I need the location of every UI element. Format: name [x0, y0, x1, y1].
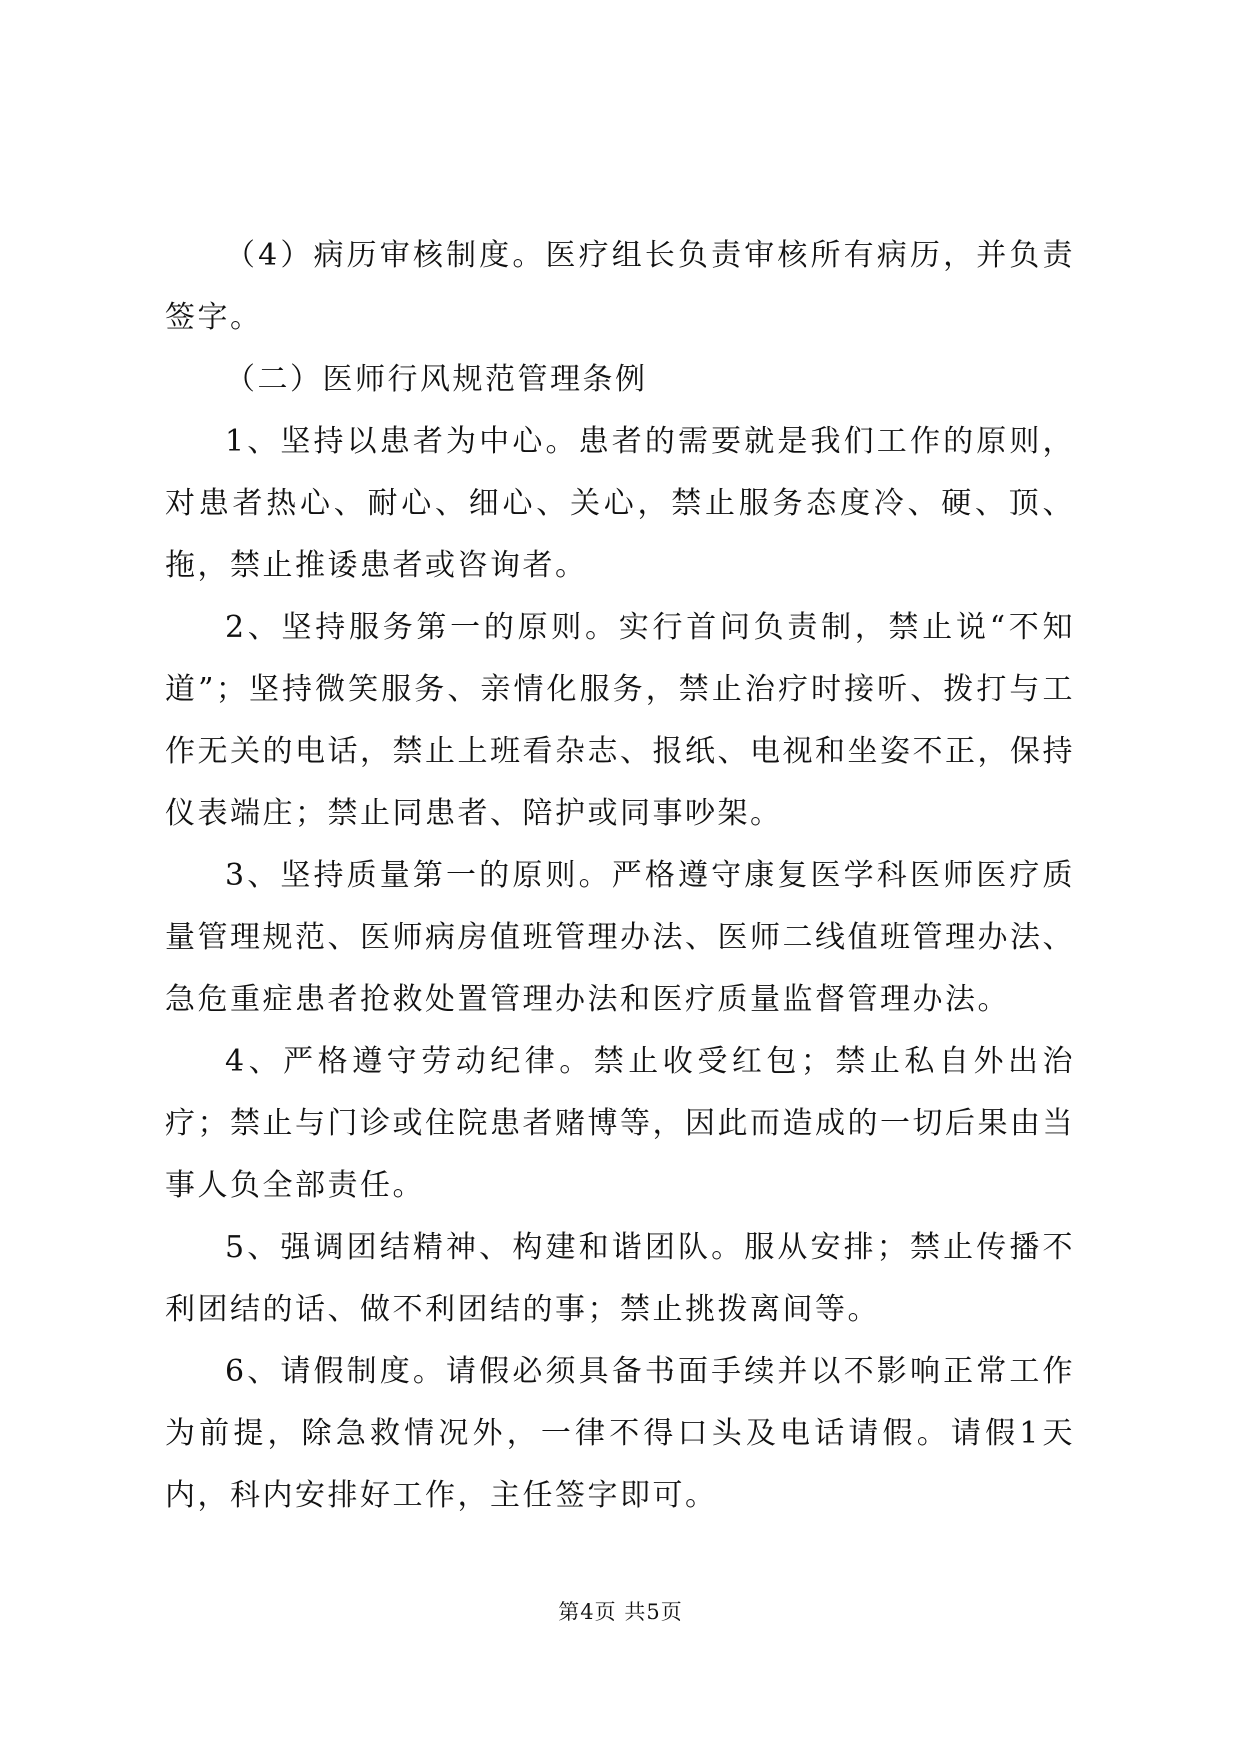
paragraph-rule-6: 6、请假制度。请假必须具备书面手续并以不影响正常工作为前提，除急救情况外，一律不得口头及电话请假。请假1天内，科内安排好工作，主任签字即可。	[165, 1354, 1075, 1513]
paragraph-rule-2: 2、坚持服务第一的原则。实行首问负责制，禁止说“不知道”；坚持微笑服务、亲情化服务，禁止治疗时接听、拨打与工作无关的电话，禁止上班看杂志、报纸、电视和坐姿不正，保持仪表端庄；禁止同患者、陪护或同事吵架。	[165, 610, 1075, 831]
paragraph-rule-1: 1、坚持以患者为中心。患者的需要就是我们工作的原则，对患者热心、耐心、细心、关心，禁止服务态度冷、硬、顶、拖，禁止推诿患者或咨询者。	[165, 424, 1075, 583]
paragraph-rule-4: 4、严格遵守劳动纪律。禁止收受红包；禁止私自外出治疗；禁止与门诊或住院患者赌博等，因此而造成的一切后果由当事人负全部责任。	[165, 1044, 1075, 1203]
paragraph-rule-5: 5、强调团结精神、构建和谐团队。服从安排；禁止传播不利团结的话、做不利团结的事；禁止挑拨离间等。	[165, 1230, 1075, 1327]
document-body	[165, 225, 1075, 1527]
paragraph-rule-3: 3、坚持质量第一的原则。严格遵守康复医学科医师医疗质量管理规范、医师病房值班管理办法、医师二线值班管理办法、急危重症患者抢救处置管理办法和医疗质量监督管理办法。	[165, 858, 1075, 1017]
section-heading-physician-conduct: （二）医师行风规范管理条例	[225, 362, 648, 397]
page-number-footer: 第4页 共5页	[558, 1600, 683, 1624]
paragraph-medical-record-review: （4）病历审核制度。医疗组长负责审核所有病历，并负责签字。	[165, 238, 1075, 335]
